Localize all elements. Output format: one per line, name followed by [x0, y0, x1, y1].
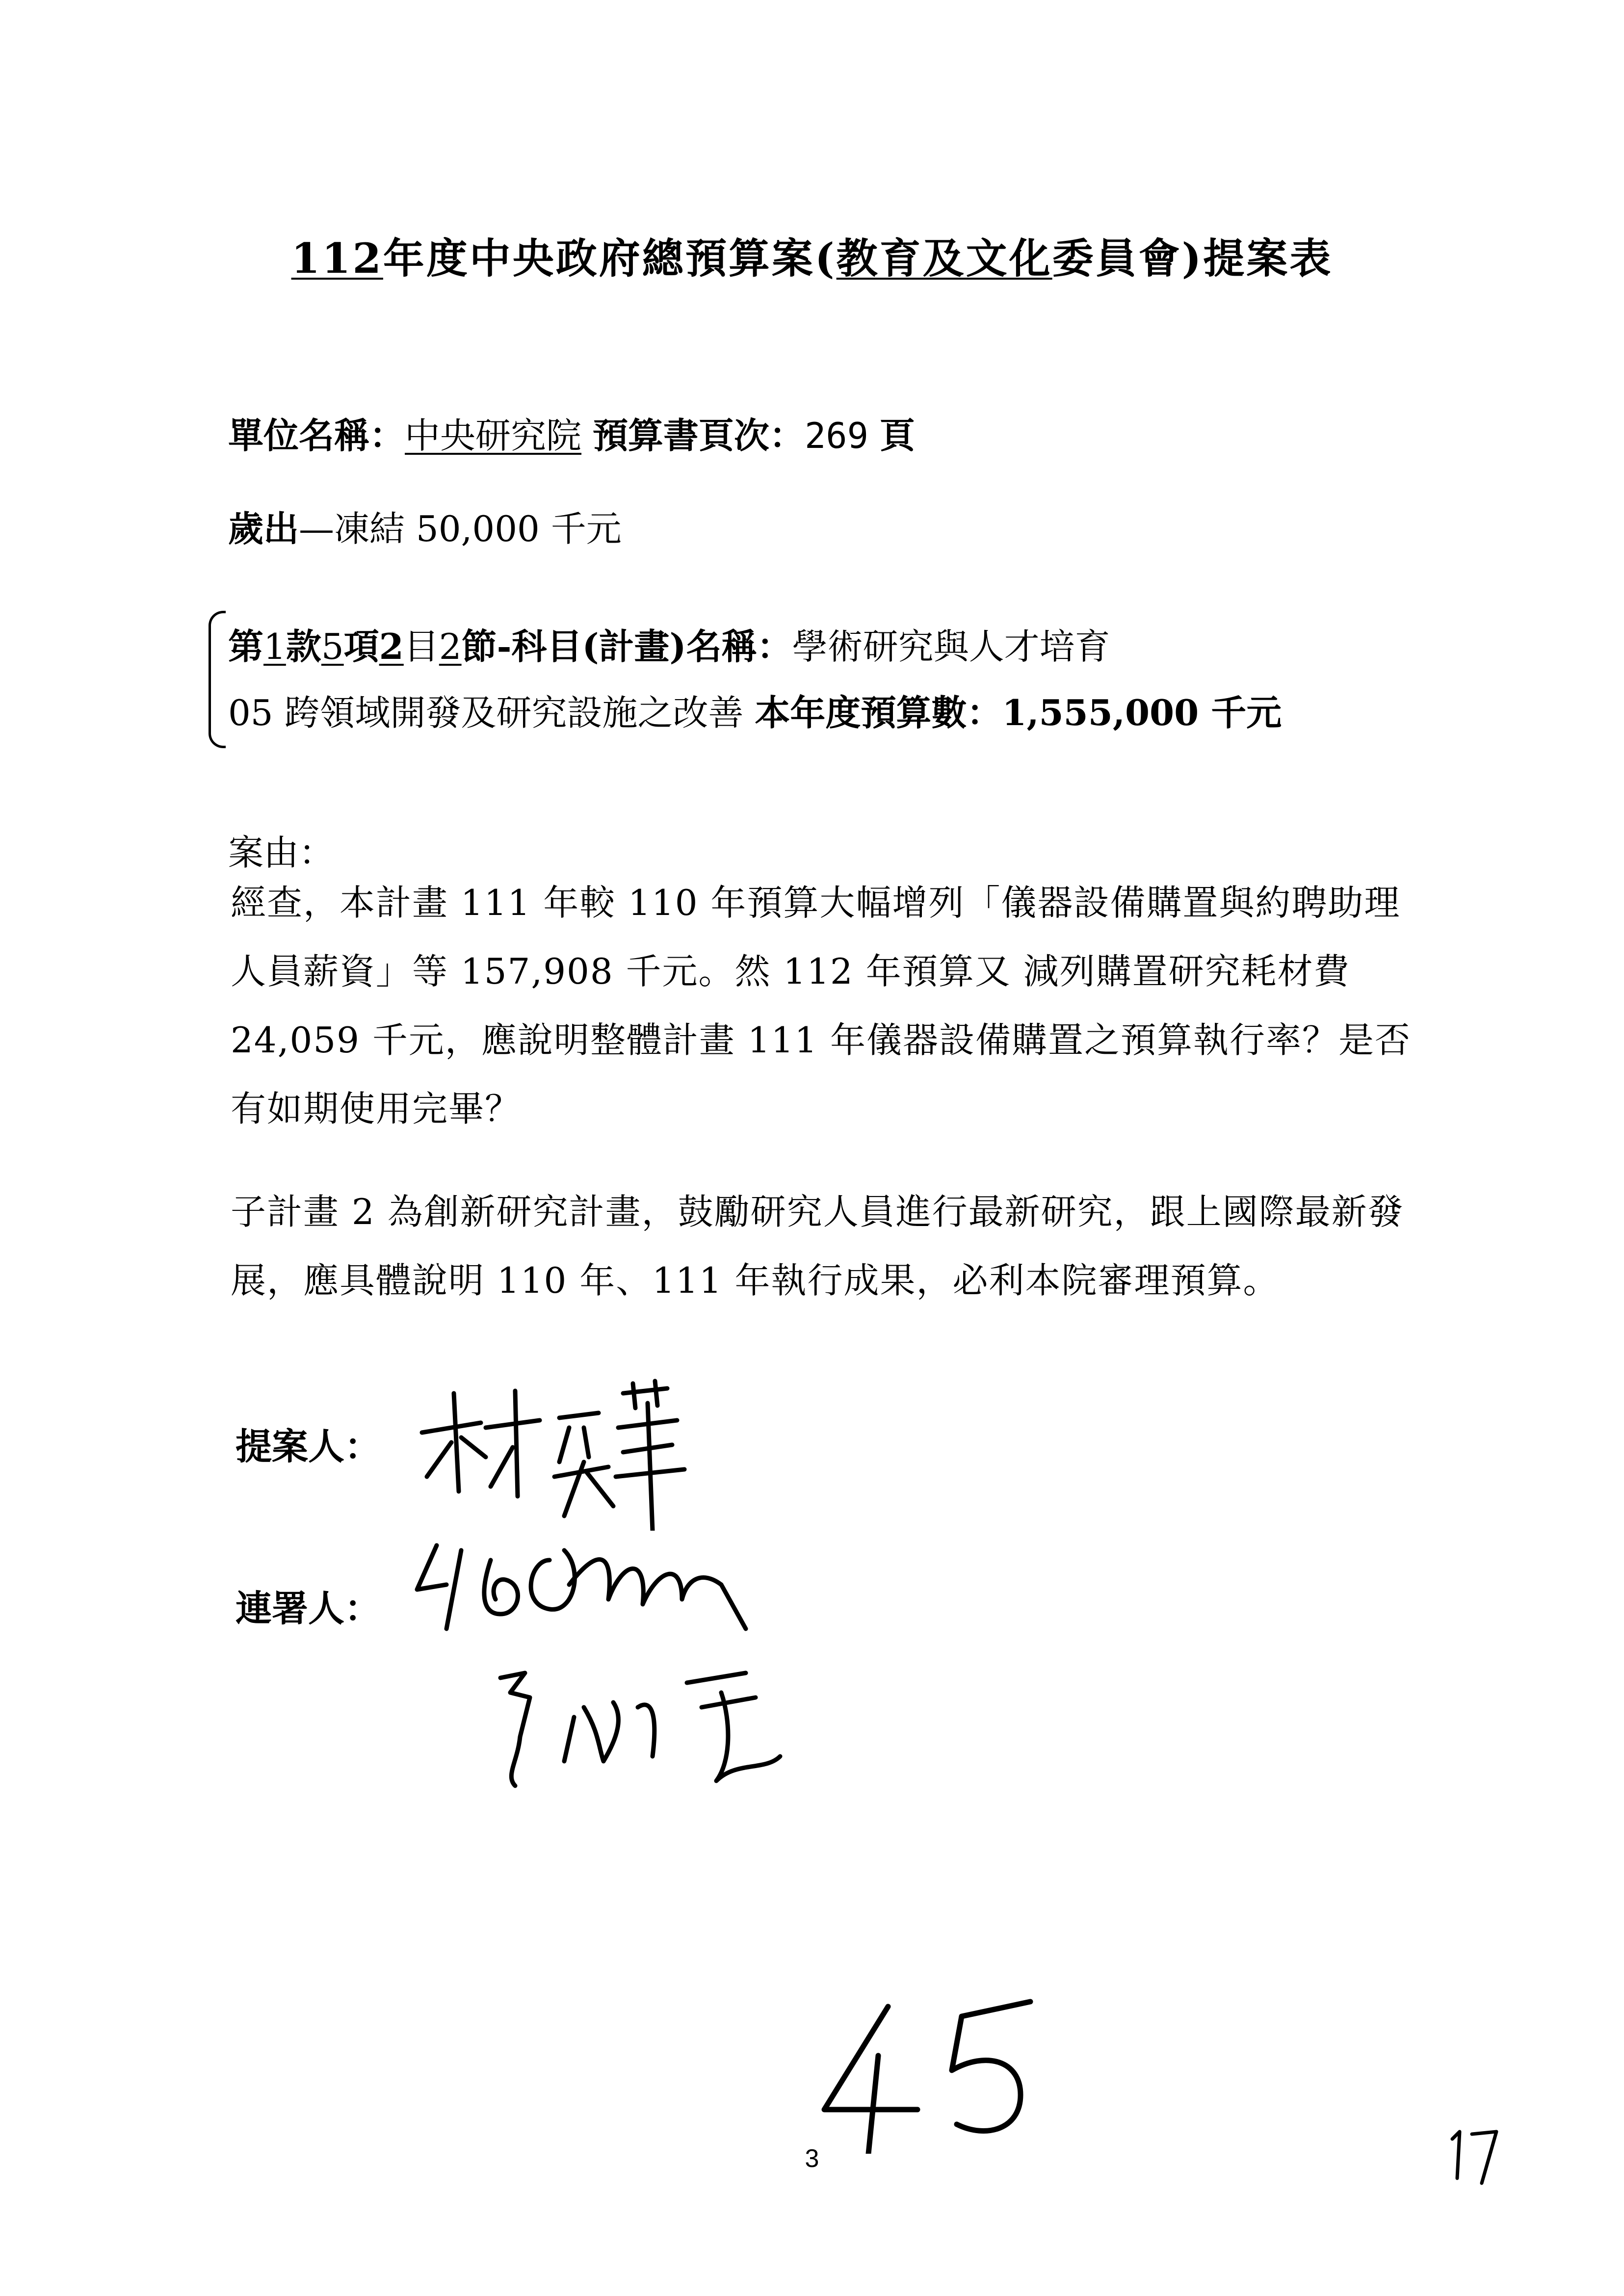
handwritten-number-45 [814, 1997, 1060, 2154]
expenditure-line [228, 500, 622, 551]
unit-name: 中央研究院 [405, 415, 582, 456]
budget-amount-value: 1,555,000 千元 [1002, 692, 1282, 733]
budget-amount-label: 本年度預算數： [755, 692, 1002, 733]
title-middle: 年度中央政府總預算案( [383, 234, 837, 283]
page-number: 3 [805, 2144, 819, 2173]
subject-jie: 2 [439, 626, 462, 667]
budget-page-value: 269 [804, 415, 868, 456]
cosigner-signature-2 [491, 1663, 795, 1791]
proposer-signature [412, 1374, 697, 1531]
title-committee: 教育及文化 [836, 234, 1052, 283]
expenditure-text: —凍結 50,000 千元 [299, 508, 622, 549]
subject-xiang-label: 項 [343, 626, 379, 667]
reason-paragraph-1: 經查，本計畫 111 年較 110 年預算大幅增列「儀器設備購置與約聘助理人員薪資」等 157,908 千元。然 112 年預算又 減列購置研究耗材費 24,059 千元，應說明整體計畫 111 年儀器設備購置之預算執行率？是否有如期使用完畢？ [231, 882, 1412, 1129]
subject-prefix: 第 [228, 626, 264, 667]
subject-name-label: 節-科目(計畫)名稱： [461, 626, 792, 667]
cosigner-signature-1 [407, 1531, 770, 1639]
subject-kuan-label: 款 [286, 626, 321, 667]
subject-mu: 2 [379, 626, 404, 667]
subject-item: 05 跨領域開發及研究設施之改善 [228, 692, 744, 733]
unit-line [228, 407, 915, 458]
title-year: 112 [291, 234, 383, 283]
budget-page-label: 預算書頁次： [592, 415, 805, 456]
subject-xiang: 5 [321, 626, 344, 667]
unit-label: 單位名稱： [228, 415, 405, 456]
document-title [0, 226, 1624, 285]
subject-kuan: 1 [263, 626, 286, 667]
subject-plan-name: 學術研究與人才培育 [792, 626, 1110, 667]
cosigner-label: 連署人： [236, 1588, 381, 1630]
expenditure-label: 歲出 [228, 508, 299, 549]
subject-mu-label: 目 [403, 626, 439, 667]
subject-bracket [209, 611, 226, 748]
reason-label: 案由： [228, 832, 335, 873]
reason-paragraph-2: 子計畫 2 為創新研究計畫，鼓勵研究人員進行最新研究，跟上國際最新發展，應具體說明 110 年、111 年執行成果，必利本院審理預算。 [231, 1191, 1404, 1301]
budget-page-unit: 頁 [879, 415, 915, 456]
subject-line-2 [228, 684, 1282, 735]
subject-line-1 [228, 618, 1110, 669]
proposer-label: 提案人： [236, 1426, 381, 1468]
title-end: 委員會)提案表 [1052, 234, 1333, 283]
